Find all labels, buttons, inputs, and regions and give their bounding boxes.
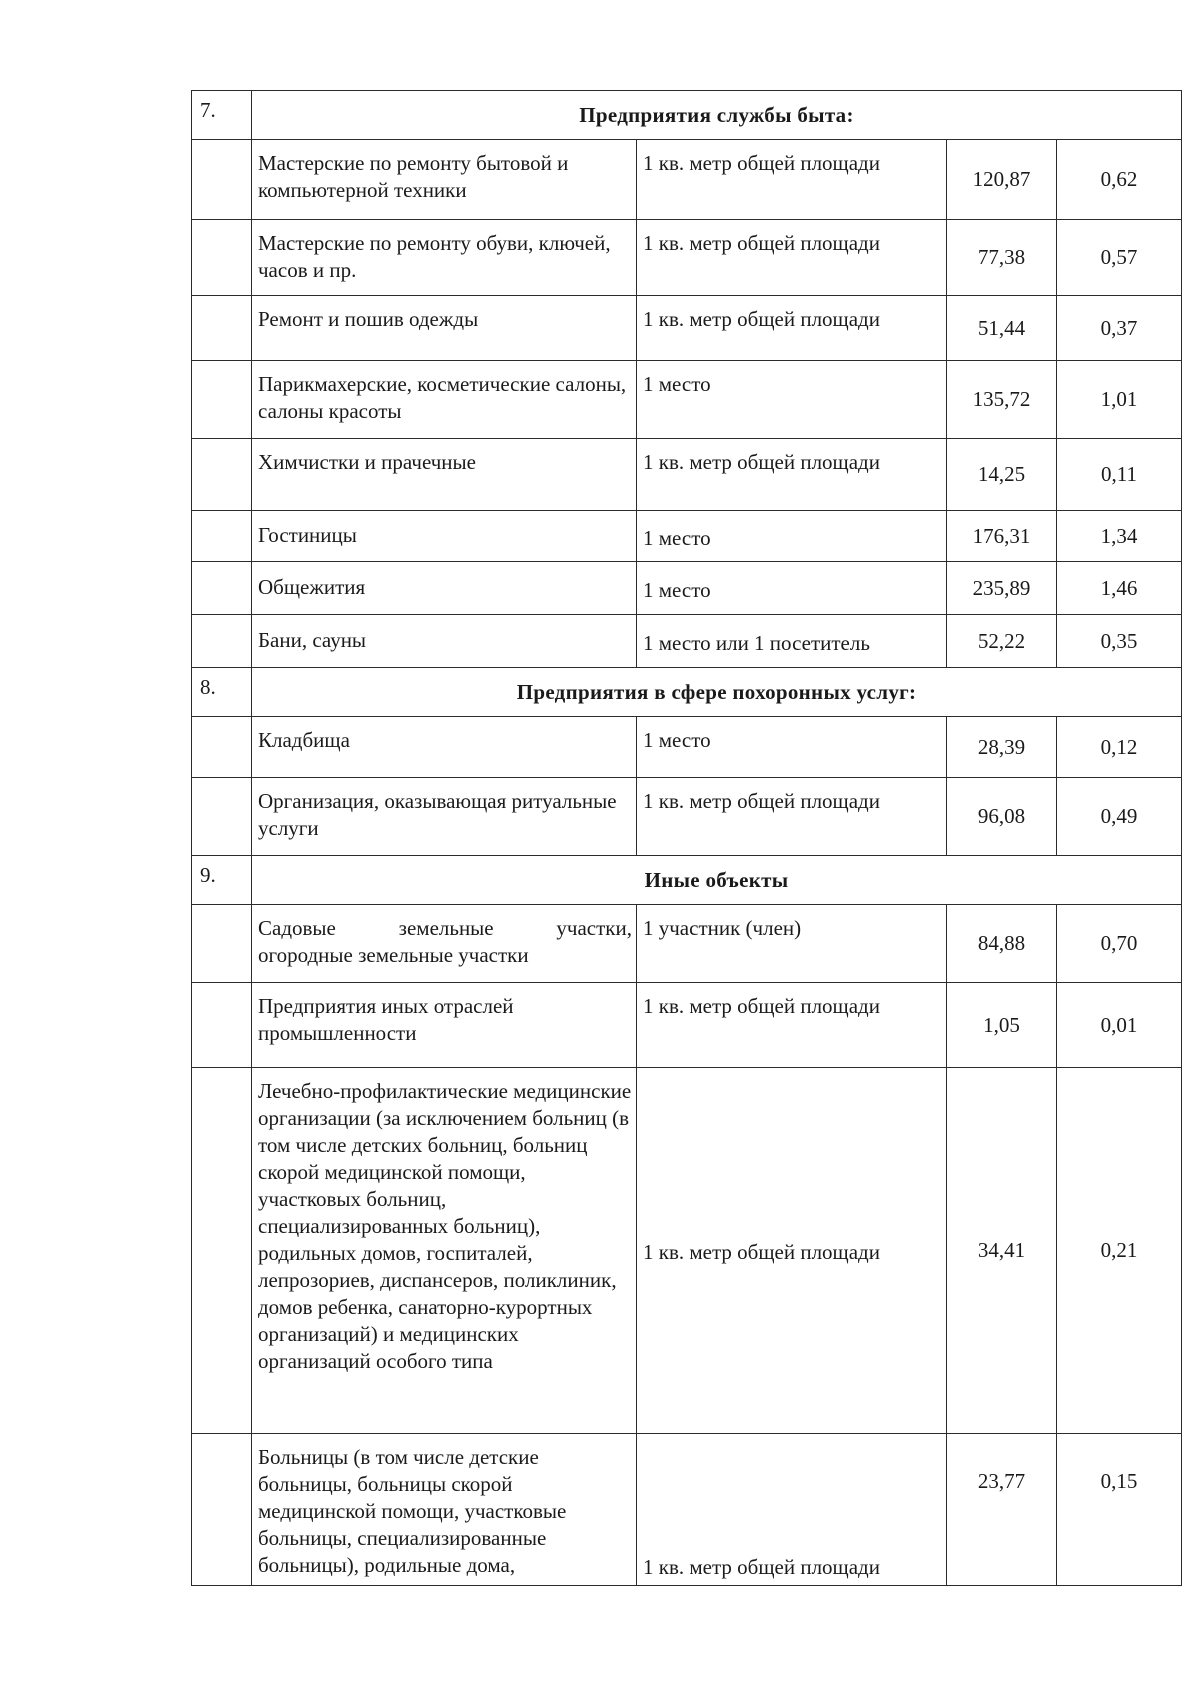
section-title: Иные объекты	[252, 856, 1182, 905]
value-1: 176,31	[947, 511, 1057, 562]
value-2: 0,70	[1057, 905, 1182, 983]
empty-cell	[192, 1434, 252, 1586]
unit-cell: 1 кв. метр общей площади	[637, 1068, 947, 1434]
table-row	[192, 140, 1182, 220]
table-row	[192, 983, 1182, 1068]
object-name: Общежития	[252, 562, 637, 615]
object-name: Ремонт и пошив одежды	[252, 296, 637, 361]
object-name: Больницы (в том числе детские больницы, больницы скорой медицинской помощи, участковые больницы, специализированные больницы), родильные дома,	[252, 1434, 637, 1586]
object-name-line-1: Садовые земельные участки,	[258, 916, 632, 940]
unit-cell: 1 кв. метр общей площади	[637, 296, 947, 361]
value-1: 1,05	[947, 983, 1057, 1068]
empty-cell	[192, 296, 252, 361]
object-name-line-2: огородные земельные участки	[258, 943, 529, 967]
value-1: 135,72	[947, 361, 1057, 439]
empty-cell	[192, 140, 252, 220]
table-row	[192, 615, 1182, 668]
value-1: 52,22	[947, 615, 1057, 668]
value-1: 51,44	[947, 296, 1057, 361]
section-header-row	[192, 91, 1182, 140]
empty-cell	[192, 905, 252, 983]
object-name: Химчистки и прачечные	[252, 439, 637, 511]
value-1: 235,89	[947, 562, 1057, 615]
empty-cell	[192, 778, 252, 856]
unit-cell: 1 кв. метр общей площади	[637, 220, 947, 296]
tariff-table	[191, 90, 1182, 1586]
value-2: 0,57	[1057, 220, 1182, 296]
object-name: Гостиницы	[252, 511, 637, 562]
object-name: Парикмахерские, косметические салоны, салоны красоты	[252, 361, 637, 439]
object-name: Мастерские по ремонту обуви, ключей, часов и пр.	[252, 220, 637, 296]
table-row	[192, 220, 1182, 296]
value-1: 84,88	[947, 905, 1057, 983]
table-row	[192, 1068, 1182, 1434]
section-title: Предприятия службы быта:	[252, 91, 1182, 140]
table-row	[192, 778, 1182, 856]
value-1: 120,87	[947, 140, 1057, 220]
unit-cell: 1 место или 1 посетитель	[637, 615, 947, 668]
table-row	[192, 361, 1182, 439]
unit-cell: 1 место	[637, 511, 947, 562]
unit-cell: 1 место	[637, 562, 947, 615]
value-2: 1,34	[1057, 511, 1182, 562]
value-1: 77,38	[947, 220, 1057, 296]
object-name: Лечебно-профилактические медицинские организации (за исключением больниц (в том числе детских больниц, больниц скорой медицинской помощи, участковых больниц, специализированных больниц), родильных домов, госпиталей, лепрозориев, диспансеров, поликлиник, домов ребенка, санаторно-курортных организаций) и медицинских организаций особого типа	[252, 1068, 637, 1434]
object-name: Организация, оказывающая ритуальные услуги	[252, 778, 637, 856]
value-2: 0,15	[1057, 1434, 1182, 1586]
value-2: 0,62	[1057, 140, 1182, 220]
object-name: Кладбища	[252, 717, 637, 778]
value-2: 0,12	[1057, 717, 1182, 778]
table-row	[192, 1434, 1182, 1586]
value-2: 1,01	[1057, 361, 1182, 439]
section-number: 7.	[192, 91, 252, 140]
section-number: 9.	[192, 856, 252, 905]
value-1: 28,39	[947, 717, 1057, 778]
unit-cell: 1 кв. метр общей площади	[637, 439, 947, 511]
unit-cell: 1 место	[637, 717, 947, 778]
object-name: Предприятия иных отраслей промышленности	[252, 983, 637, 1068]
table-row	[192, 511, 1182, 562]
table-row	[192, 296, 1182, 361]
empty-cell	[192, 361, 252, 439]
section-header-row	[192, 668, 1182, 717]
unit-cell: 1 кв. метр общей площади	[637, 1434, 947, 1586]
table-row	[192, 439, 1182, 511]
unit-cell: 1 участник (член)	[637, 905, 947, 983]
unit-cell: 1 кв. метр общей площади	[637, 778, 947, 856]
value-2: 0,49	[1057, 778, 1182, 856]
unit-cell: 1 кв. метр общей площади	[637, 140, 947, 220]
object-name	[252, 905, 637, 983]
empty-cell	[192, 511, 252, 562]
section-number: 8.	[192, 668, 252, 717]
object-name: Бани, сауны	[252, 615, 637, 668]
value-2: 0,21	[1057, 1068, 1182, 1434]
value-1: 23,77	[947, 1434, 1057, 1586]
value-2: 0,37	[1057, 296, 1182, 361]
table-row	[192, 905, 1182, 983]
value-2: 1,46	[1057, 562, 1182, 615]
value-2: 0,35	[1057, 615, 1182, 668]
section-title: Предприятия в сфере похоронных услуг:	[252, 668, 1182, 717]
section-header-row	[192, 856, 1182, 905]
empty-cell	[192, 439, 252, 511]
object-name: Мастерские по ремонту бытовой и компьютерной техники	[252, 140, 637, 220]
value-1: 34,41	[947, 1068, 1057, 1434]
value-2: 0,01	[1057, 983, 1182, 1068]
empty-cell	[192, 717, 252, 778]
empty-cell	[192, 983, 252, 1068]
table-row	[192, 562, 1182, 615]
empty-cell	[192, 220, 252, 296]
unit-cell: 1 место	[637, 361, 947, 439]
value-1: 96,08	[947, 778, 1057, 856]
empty-cell	[192, 562, 252, 615]
unit-cell: 1 кв. метр общей площади	[637, 983, 947, 1068]
empty-cell	[192, 1068, 252, 1434]
empty-cell	[192, 615, 252, 668]
value-2: 0,11	[1057, 439, 1182, 511]
table-row	[192, 717, 1182, 778]
value-1: 14,25	[947, 439, 1057, 511]
